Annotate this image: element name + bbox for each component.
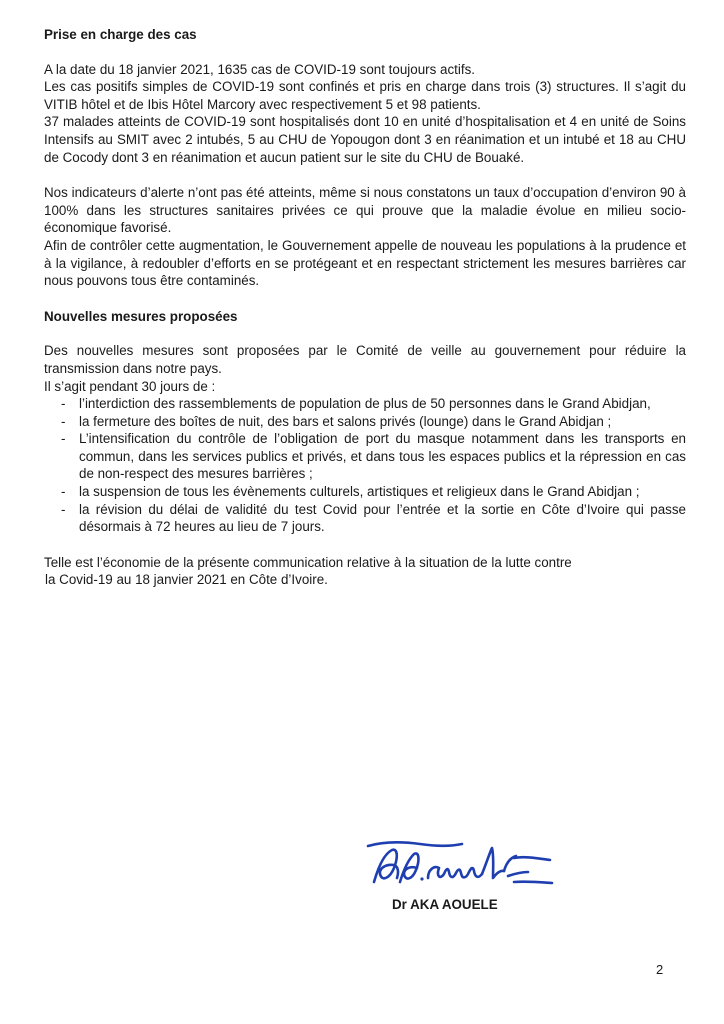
section-heading-case-management: Prise en charge des cas [44, 27, 197, 42]
section-heading-new-measures: Nouvelles mesures proposées [44, 308, 238, 324]
text-active-cases: A la date du 18 janvier 2021, 1635 cas de COVID-19 sont toujours actifs. [44, 61, 475, 77]
list-item [44, 501, 686, 536]
list-item [44, 413, 686, 431]
list-bullet: - [61, 484, 66, 500]
page-number: 2 [656, 962, 664, 977]
text-measures-lead: Il s’agit pendant 30 jours de : [44, 378, 216, 394]
text-alert-indicators: Nos indicateurs d’alerte n’ont pas été atteints, même si nous constatons un taux d’occupation d’environ 90 à 100% dans les structures sanitaires privées ce qui prouve que la maladie évolue en milieu socio-économique favorisé. [44, 185, 686, 236]
list-item-text: la fermeture des boîtes de nuit, des bars et salons privés (lounge) dans le Grand Abidjan ; [79, 413, 612, 429]
paragraph-case-status [44, 61, 686, 167]
list-bullet: - [61, 396, 66, 412]
list-item-text: L’intensification du contrôle de l’obligation de port du masque notamment dans les transports en commun, dans les services publics et privés, et dans tous les espaces publics et la répression en cas de non-respect des mesures barrières ; [79, 431, 686, 482]
signatory-name: Dr AKA AOUELE [392, 897, 498, 912]
text-measures-intro: Des nouvelles mesures sont proposées par le Comité de veille au gouvernement pour réduire la transmission dans notre pays. [44, 343, 686, 376]
list-item-text: la suspension de tous les évènements culturels, artistiques et religieux dans le Grand Abidjan ; [79, 484, 640, 500]
list-item [44, 395, 686, 413]
measures-list [44, 395, 686, 536]
list-bullet: - [61, 413, 66, 429]
closing-line-1: Telle est l’économie de la présente communication relative à la situation de la lutte contre [44, 554, 572, 570]
list-item [44, 483, 686, 501]
paragraph-alert-indicators [44, 184, 686, 290]
closing-statement [44, 554, 686, 589]
list-item-text: la révision du délai de validité du test Covid pour l’entrée et la sortie en Côte d’Ivoire qui passe désormais à 72 heures au lieu de 7 jours. [79, 501, 686, 535]
closing-line-2: la Covid-19 au 18 janvier 2021 en Côte d’Ivoire. [45, 572, 328, 588]
list-bullet: - [61, 501, 66, 517]
list-item-text: l’interdiction des rassemblements de population de plus de 50 personnes dans le Grand Abidjan, [79, 396, 651, 412]
document-body [44, 26, 686, 589]
handwritten-signature [364, 838, 554, 888]
text-government-appeal: Afin de contrôler cette augmentation, le Gouvernement appelle de nouveau les populations à la prudence et à la vigilance, à redoubler d’efforts en se protégeant et en respectant strictement les mesures barrières car nous pouvons tous être contaminés. [44, 237, 686, 289]
signature-strokes [368, 842, 552, 883]
list-item [44, 430, 686, 483]
text-hospitalized: 37 malades atteints de COVID-19 sont hospitalisés dont 10 en unité d’hospitalisation et 4 en unité de Soins Intensifs au SMIT avec 2 intubés, 5 au CHU de Yopougon dont 3 en réanimation et un intubé et 18 au CHU de Cocody dont 3 en réanimation et aucun patient sur le site du CHU de Bouaké. [44, 114, 686, 165]
text-confinement-structures: Les cas positifs simples de COVID-19 sont confinés et pris en charge dans trois (3) structures. Il s’agit du VITIB hôtel et de Ibis Hôtel Marcory avec respectivement 5 et 98 patients. [44, 79, 686, 112]
list-bullet: - [61, 431, 66, 447]
